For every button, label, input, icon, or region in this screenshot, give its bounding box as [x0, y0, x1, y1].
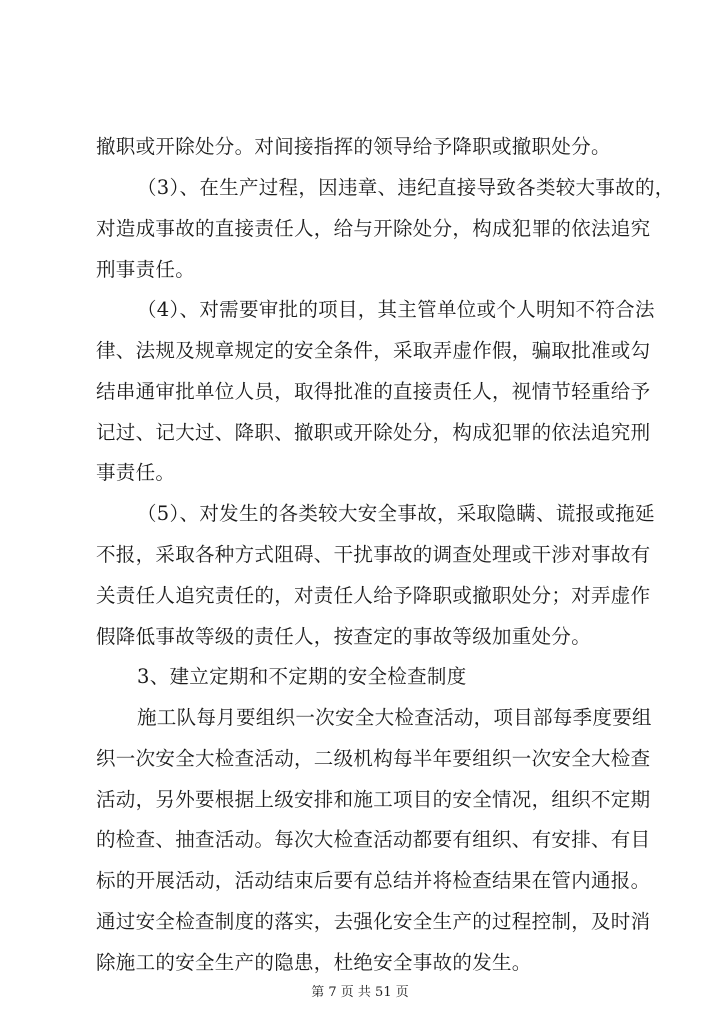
body-line: （4）、对需要审批的项目，其主管单位或个人明知不符合法 — [137, 298, 655, 321]
body-line: 施工队每月要组织一次安全大检查活动，项目部每季度要组 — [137, 706, 652, 729]
body-line: （5）、对发生的各类较大安全事故，采取隐瞒、谎报或拖延 — [137, 502, 655, 525]
body-line: 撤职或开除处分。对间接指挥的领导给予降职或撤职处分。 — [96, 135, 611, 158]
body-line: 律、法规及规章规定的安全条件，采取弄虚作假，骗取批准或勾 — [96, 339, 651, 362]
body-line: 刑事责任。 — [96, 258, 196, 281]
section-heading: 3、建立定期和不定期的安全检查制度 — [137, 665, 467, 688]
page-number: 第 7 页 共 51 页 — [311, 985, 409, 1000]
body-line: 关责任人追究责任的，对责任人给予降职或撤职处分；对弄虚作 — [96, 584, 651, 607]
body-line: 标的开展活动，活动结束后要有总结并将检查结果在管内通报。 — [96, 869, 651, 892]
body-line: 不报，采取各种方式阻碍、干扰事故的调查处理或干涉对事故有 — [96, 543, 651, 566]
body-line: 织一次安全大检查活动，二级机构每半年要组织一次安全大检查 — [96, 747, 651, 770]
body-line: 记过、记大过、降职、撤职或开除处分，构成犯罪的依法追究刑 — [96, 421, 651, 444]
body-line: 结串通审批单位人员，取得批准的直接责任人，视情节轻重给予 — [96, 380, 651, 403]
body-line: 除施工的安全生产的隐患，杜绝安全事故的发生。 — [96, 951, 532, 974]
body-line: 活动，另外要根据上级安排和施工项目的安全情况，组织不定期 — [96, 788, 651, 811]
body-line: （3）、在生产过程，因违章、违纪直接导致各类较大事故的， — [137, 176, 675, 199]
body-line: 事责任。 — [96, 461, 176, 484]
body-line: 假降低事故等级的责任人，按查定的事故等级加重处分。 — [96, 625, 592, 648]
body-line: 的检查、抽查活动。每次大检查活动都要有组织、有安排、有目 — [96, 828, 651, 851]
body-line: 对造成事故的直接责任人，给与开除处分，构成犯罪的依法追究 — [96, 217, 651, 240]
body-line: 通过安全检查制度的落实，去强化安全生产的过程控制，及时消 — [96, 910, 651, 933]
